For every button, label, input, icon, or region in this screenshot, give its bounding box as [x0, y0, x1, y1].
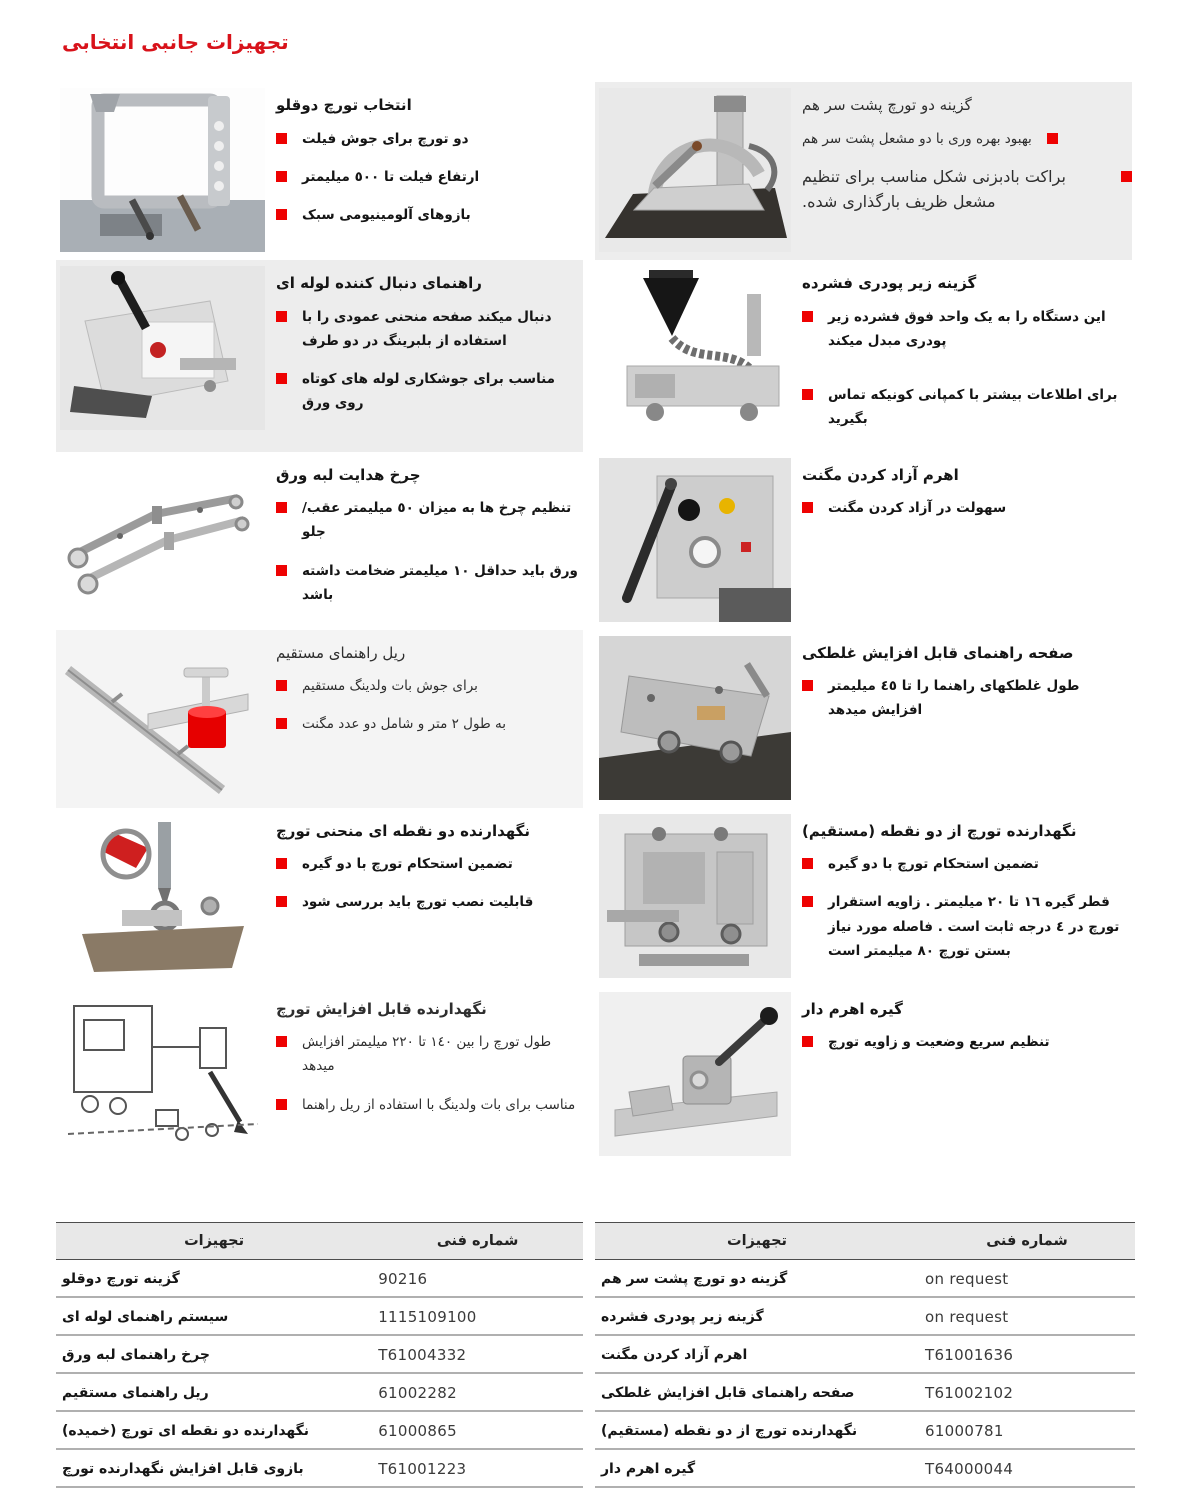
item-text [276, 992, 583, 1131]
part-number-cell: 61000781 [919, 1411, 1135, 1449]
item-title: گزینه دو تورچ پشت سر هم [802, 96, 972, 114]
part-number-cell: on request [919, 1297, 1135, 1335]
lever-clamp-photo [599, 992, 791, 1156]
item-edge-wheels [56, 452, 583, 630]
equipment-cell: نگهدارنده تورچ از دو نقطه (مستقیم) [595, 1411, 919, 1449]
bullet [276, 165, 583, 189]
bullet-square-icon [802, 502, 813, 513]
equipment-cell: گزینه زیر پودری فشرده [595, 1297, 919, 1335]
equipment-cell: گزینه تورچ دوقلو [56, 1259, 372, 1297]
equipment-cell: اهرم آزاد کردن مگنت [595, 1335, 919, 1373]
part-number-cell: 61002282 [372, 1373, 583, 1411]
bullet-text: تنظیم چرخ ها به میزان ٥٠ میلیمتر عقب/جلو [302, 500, 572, 541]
table-row [595, 1449, 1135, 1487]
pipe-follower-guide-photo [60, 266, 265, 430]
bullet-square-icon [276, 373, 287, 384]
bullet [276, 852, 583, 876]
page-title: تجهیزات جانبی انتخابی [62, 30, 289, 54]
parts-table-right [595, 1222, 1135, 1488]
bullet-square-icon [276, 133, 287, 144]
bullet [802, 127, 1132, 151]
bullet-square-icon [276, 680, 287, 691]
bullet-square-icon [802, 858, 813, 869]
part-number-cell: T61004332 [372, 1335, 583, 1373]
item-title: صفحه راهنمای قابل افزایش غلطکی [802, 643, 1074, 662]
bullet [276, 674, 583, 698]
bullet-square-icon [802, 389, 813, 400]
item-title: نگهدارنده تورچ از دو نقطه (مستقیم) [802, 821, 1077, 840]
bullet-square-icon [276, 1099, 287, 1110]
bullet-text: مناسب برای جوشکاری لوله های کوتاه روی ورق [302, 371, 556, 412]
item-flux-option [595, 260, 1132, 452]
item-title: راهنمای دنبال کننده لوله ای [276, 274, 482, 292]
bullet [276, 1030, 583, 1079]
item-text [802, 266, 1132, 446]
item-title: نگهدارنده دو نقطه ای منحنی تورچ [276, 821, 531, 840]
bullet-text: قطر گیره ١٦ تا ٢٠ میلیمتر . زاویه استقرار تورچ در ٤ درجه ثابت است . فاصله مورد نیاز بستن تورچ ٨٠ میلیمتر است [828, 894, 1120, 960]
item-text [276, 458, 583, 622]
equipment-cell: گیره اهرم دار [595, 1449, 919, 1487]
table-row [56, 1411, 583, 1449]
accessories-grid [56, 82, 1132, 1164]
edge-guide-wheel-photo [60, 458, 265, 622]
bullet-text: طول غلطکهای راهنما را تا ٤٥ میلیمتر افزایش میدهد [828, 678, 1080, 719]
bullet [276, 1093, 583, 1117]
bullet-text: این دستگاه را به یک واحد فوق فشرده زیر پودری مبدل میکند [828, 308, 1106, 349]
part-number-cell: 61000865 [372, 1411, 583, 1449]
straight-guide-rail-photo [60, 636, 265, 800]
bullet-text: ورق باید حداقل ١٠ میلیمتر ضخامت داشته باشد [302, 562, 578, 604]
bullet-square-icon [276, 858, 287, 869]
item-text [802, 992, 1132, 1069]
item-title: ریل راهنمای مستقیم [276, 643, 406, 662]
item-text [802, 636, 1132, 737]
equipment-cell: گزینه دو تورچ پشت سر هم [595, 1259, 919, 1297]
bullet-square-icon [276, 502, 287, 513]
table-row [595, 1373, 1135, 1411]
item-text [276, 266, 583, 430]
item-text [276, 88, 583, 241]
equipment-cell: سیستم راهنمای لوله ای [56, 1297, 372, 1335]
bullet [276, 127, 583, 151]
bullet-text: بازوهای آلومینیومی سبک [302, 207, 471, 224]
item-title: انتخاب تورچ دوقلو [276, 96, 412, 114]
table-row [595, 1411, 1135, 1449]
table-row [56, 1373, 583, 1411]
table-header-row [56, 1222, 583, 1259]
bullet [276, 367, 583, 416]
equipment-cell: ریل راهنمای مستقیم [56, 1373, 372, 1411]
table-header-row [595, 1222, 1135, 1259]
part-number-cell: 1115109100 [372, 1297, 583, 1335]
part-number-header: شماره فنی [372, 1222, 583, 1259]
bullet [802, 496, 1132, 520]
bullet-square-icon [276, 565, 287, 576]
equipment-cell: نگهدارنده دو نقطه ای تورچ (خمیده) [56, 1411, 372, 1449]
table-row [595, 1297, 1135, 1335]
bullet-text: تضمین استحکام تورچ با دو گیره [828, 856, 1039, 873]
table-row [56, 1335, 583, 1373]
bullet-square-icon [276, 171, 287, 182]
curved-torch-holder-photo [60, 814, 265, 978]
item-extendable-holder [56, 986, 583, 1164]
item-text [802, 88, 1132, 228]
item-dual-torch [56, 82, 583, 260]
item-title: نگهدارنده قابل افزایش تورچ [276, 999, 487, 1018]
bullet [802, 852, 1132, 876]
dual-torch-frame-photo [60, 88, 265, 252]
table-row [56, 1259, 583, 1297]
bullet-square-icon [802, 896, 813, 907]
bullet-square-icon [276, 896, 287, 907]
bullet [276, 712, 583, 736]
bullet-text: تنظیم سریع وضعیت و زاویه تورچ [828, 1034, 1050, 1051]
bullet-square-icon [276, 311, 287, 322]
straight-torch-holder-photo [599, 814, 791, 978]
item-straight-holder [595, 808, 1132, 986]
table-row [56, 1297, 583, 1335]
bullet [802, 674, 1132, 723]
item-tandem-torch [595, 82, 1132, 260]
bullet [802, 305, 1132, 354]
item-lever-clamp [595, 986, 1132, 1164]
bullet-square-icon [276, 718, 287, 729]
bullet [802, 165, 1132, 215]
bullet-text: دو تورچ برای جوش فیلت [302, 130, 469, 147]
bullet-square-icon [1121, 171, 1132, 182]
flux-hopper-unit-photo [599, 266, 791, 430]
part-number-cell: T61001223 [372, 1449, 583, 1487]
part-number-cell: on request [919, 1259, 1135, 1297]
part-number-cell: T64000044 [919, 1449, 1135, 1487]
equipment-header: تجهیزات [56, 1222, 372, 1259]
table-row [56, 1449, 583, 1487]
item-title: گیره اهرم دار [802, 999, 903, 1018]
item-title: چرخ هدایت لبه ورق [276, 465, 421, 484]
roller-guide-plate-photo [599, 636, 791, 800]
bullet-text: تضمین استحکام تورچ با دو گیره [302, 856, 513, 873]
item-text [802, 458, 1132, 535]
bullet-text: دنبال میکند صفحه منحنی عمودی را با استفاده از بلبرینگ در دو طرف [302, 308, 552, 349]
item-straight-rail [56, 630, 583, 808]
item-title: اهرم آزاد کردن مگنت [802, 465, 959, 484]
bullet [802, 383, 1132, 432]
bullet-text: بهبود بهره وری با دو مشعل پشت سر هم [802, 130, 1032, 147]
bullet-text: ارتفاع فیلت تا ٥٠٠ میلیمتر [302, 168, 480, 185]
part-number-tables [56, 1222, 1132, 1488]
equipment-cell: صفحه راهنمای قابل افزایش غلطکی [595, 1373, 919, 1411]
magnet-release-lever-photo [599, 458, 791, 622]
part-number-header: شماره فنی [919, 1222, 1135, 1259]
item-roller-guide [595, 630, 1132, 808]
bullet [802, 890, 1132, 963]
bullet-text: براکت بادبزنی شکل مناسب برای تنظیم مشعل ظریف بارگذاری شده. [802, 166, 1066, 211]
bullet-text: به طول ٢ متر و شامل دو عدد مگنت [302, 716, 506, 733]
bullet-square-icon [1047, 133, 1058, 144]
bullet [276, 559, 583, 608]
bullet-square-icon [802, 311, 813, 322]
bullet-square-icon [802, 680, 813, 691]
extendable-torch-holder-drawing [60, 992, 265, 1156]
bullet-text: برای جوش بات ولدینگ مستقیم [302, 678, 478, 695]
item-text [276, 814, 583, 929]
tandem-torch-unit-photo [599, 88, 791, 252]
bullet [276, 890, 583, 914]
table-row [595, 1335, 1135, 1373]
item-text [802, 814, 1132, 978]
item-curved-holder [56, 808, 583, 986]
item-text [276, 636, 583, 751]
bullet-text: سهولت در آزاد کردن مگنت [828, 500, 1007, 517]
bullet-square-icon [802, 1036, 813, 1047]
item-pipe-follower [56, 260, 583, 452]
bullet [276, 203, 583, 227]
bullet [276, 305, 583, 354]
bullet-text: مناسب برای بات ولدینگ با استفاده از ریل راهنما [302, 1096, 576, 1113]
part-number-cell: T61001636 [919, 1335, 1135, 1373]
equipment-cell: بازوی قابل افزایش نگهدارنده تورچ [56, 1449, 372, 1487]
bullet-text: قابلیت نصب تورچ باید بررسی شود [302, 894, 534, 911]
bullet-text: برای اطلاعات بیشتر با کمپانی کونیکه تماس بگیرید [828, 387, 1118, 428]
parts-table-left [56, 1222, 583, 1488]
bullet-square-icon [276, 1036, 287, 1047]
equipment-cell: چرخ راهنمای لبه ورق [56, 1335, 372, 1373]
item-title: گزینه زیر پودری فشرده [802, 274, 977, 292]
table-row [595, 1259, 1135, 1297]
part-number-cell: T61002102 [919, 1373, 1135, 1411]
bullet [276, 496, 583, 545]
item-magnet-lever [595, 452, 1132, 630]
bullet-text: طول تورچ را بین ١٤٠ تا ٢٢٠ میلیمتر افزایش میدهد [302, 1034, 552, 1075]
part-number-cell: 90216 [372, 1259, 583, 1297]
equipment-header: تجهیزات [595, 1222, 919, 1259]
bullet [802, 1030, 1132, 1054]
bullet-square-icon [276, 209, 287, 220]
